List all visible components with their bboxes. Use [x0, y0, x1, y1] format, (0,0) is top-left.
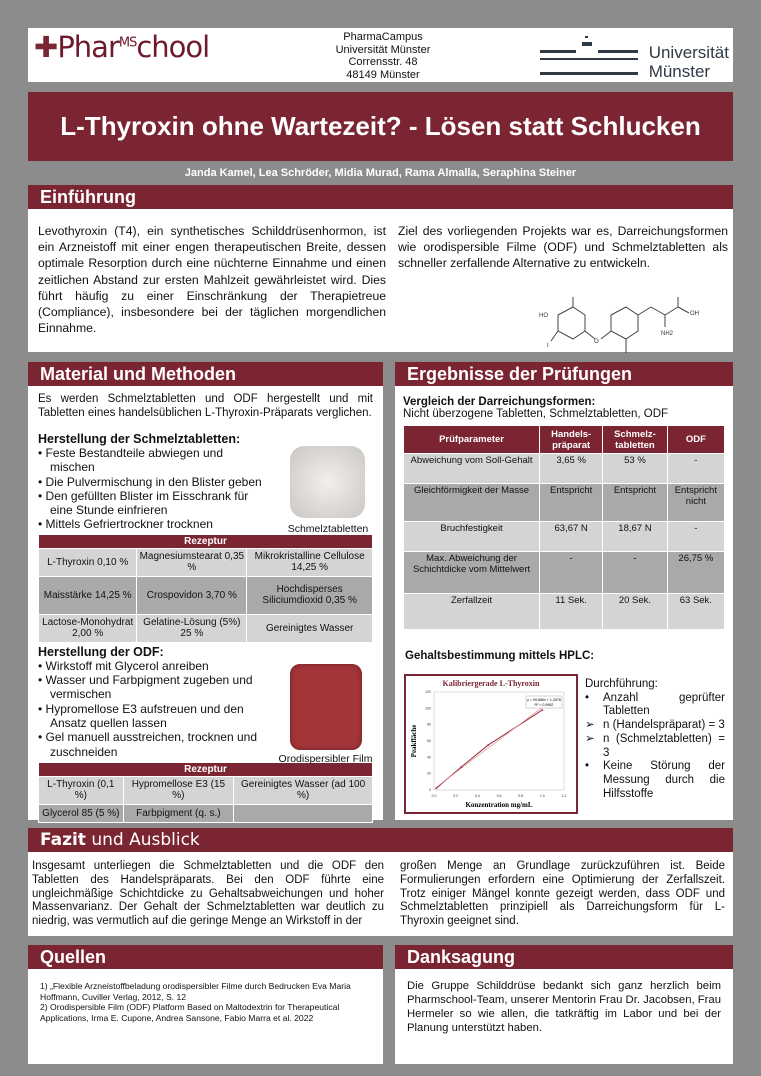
cell: - — [667, 454, 724, 484]
cell: Zerfallzeit — [404, 594, 540, 630]
x-tick-label: 1.2 — [561, 794, 567, 798]
methods-intro: Es werden Schmelztabletten und ODF hergestellt und mit Tabletten eines handelsüblichen L-Thyroxin-Präparats verglichen. — [38, 393, 373, 419]
section-sources — [28, 945, 383, 1064]
y-tick-label: 100 — [425, 706, 431, 711]
cell — [234, 804, 373, 822]
step-text: Feste Bestandteile abwiegen und mischen — [45, 446, 224, 475]
step: • Gel manuell ausstreichen, trocknen und zuschneiden — [38, 730, 257, 759]
cell: Gereinigtes Wasser — [247, 614, 373, 642]
heading-bold: Fazit — [40, 830, 86, 850]
logo-text-end: chool — [136, 30, 210, 64]
bullet: ➢ — [585, 719, 595, 732]
data-point — [460, 766, 462, 768]
table-row — [404, 454, 725, 484]
intro-right-text: Ziel des vorliegenden Projekts war es, Darreichungsformen wie orodispersible Filme (ODF) und Schmelztabletten als schneller zerfallende Alternative zu entwickeln. — [398, 224, 728, 271]
bullet: ➢ — [585, 732, 595, 745]
procedure-text: Keine Störung der Messung durch die Hilfsstoffe — [603, 760, 725, 800]
address — [318, 31, 448, 81]
address-line: Corrensstr. 48 — [348, 56, 418, 68]
cell: Gelatine-Lösung (5%) 25 % — [137, 614, 247, 642]
data-point — [487, 744, 489, 746]
cell: Magnesiumstearat 0,35 % — [137, 548, 247, 576]
address-line: 48149 Münster — [346, 68, 420, 81]
uni-line: Universität — [648, 43, 729, 62]
table-row — [404, 522, 725, 552]
odf-heading: Herstellung der ODF: — [38, 644, 164, 659]
procedure — [585, 678, 725, 801]
equation-text: y = 99,886x + 1,3978 — [527, 698, 561, 702]
cell: Farbpigment (q. s.) — [123, 804, 234, 822]
table-row — [404, 552, 725, 594]
thanks-text: Die Gruppe Schilddrüse bedankt sich ganz herzlich beim Pharmschool-Team, unserer Mentorin Frau Dr. Jacobsen, Frau Hermeler so wie allen, die tatkräftig im Labor und bei der Planung unterstützt haben. — [407, 980, 721, 1034]
step: • Den gefüllten Blister im Eisschrank für eine Stunde einfrieren — [38, 488, 249, 518]
cell: Entspricht — [603, 484, 668, 522]
section-heading — [28, 828, 733, 852]
logo-text: Phar — [57, 30, 119, 64]
step-text: Mittels Gefriertrockner trocknen — [45, 517, 213, 532]
tablet-heading: Herstellung der Schmelztabletten: — [38, 432, 241, 446]
odf-caption: Orodispersibler Film — [278, 753, 373, 765]
address-line: PharmaCampus — [343, 31, 423, 43]
address-line: Universität Münster — [335, 43, 431, 56]
section-thanks — [395, 945, 733, 1064]
results-table — [403, 425, 725, 630]
chart-title: Kalibriergerade L-Thyroxin — [442, 679, 540, 688]
x-tick-label: 0.0 — [431, 794, 437, 798]
col-header: ODF — [667, 426, 724, 454]
tablets-photo — [290, 446, 365, 518]
step: • Wirkstoff mit Glycerol anreiben — [38, 658, 209, 673]
section-heading: Einführung — [28, 185, 733, 209]
section-heading: Ergebnisse der Prüfungen — [395, 362, 733, 386]
procedure-item — [585, 692, 725, 719]
tablet-steps — [38, 446, 268, 532]
label-ho: HO — [539, 313, 548, 319]
step-text: Wirkstoff mit Glycerol anreiben — [45, 658, 209, 673]
pharmschool-logo: ✚Phar$^{MS}$chool — [34, 30, 210, 64]
step-text: Gel manuell ausstreichen, trocknen und zuschneiden — [45, 730, 257, 759]
step: • Feste Bestandteile abwiegen und mischen — [38, 446, 224, 475]
cell: 53 % — [603, 454, 668, 484]
x-tick-label: 0.6 — [496, 794, 502, 798]
cell: Gereinigtes Wasser (ad 100 %) — [234, 776, 373, 804]
y-axis-label: Peakfläche — [410, 724, 418, 758]
x-tick-label: 0.4 — [474, 794, 480, 798]
chart-frame — [405, 675, 577, 813]
cell: - — [667, 522, 724, 552]
label-nh2: NH2 — [661, 331, 674, 337]
y-tick-label: 120 — [425, 690, 431, 694]
cell: - — [603, 552, 668, 594]
section-heading: Material und Methoden — [28, 362, 383, 386]
procedure-text: n (Schmelztabletten) = 3 — [603, 732, 725, 759]
university-logo-mark — [540, 36, 640, 76]
tablets-caption: Schmelztabletten — [287, 523, 369, 535]
compare-heading: Vergleich der Darreichungsformen: — [403, 396, 596, 408]
tablet-recipe-table — [38, 534, 373, 643]
cell: Entspricht — [540, 484, 603, 522]
cell: Bruchfestigkeit — [404, 522, 540, 552]
cell: Mikrokristalline Cellulose 14,25 % — [247, 548, 373, 576]
cell: Crospovidon 3,70 % — [137, 576, 247, 614]
cell: 26,75 % — [667, 552, 724, 594]
label-o: O — [594, 339, 599, 345]
y-tick-label: 80 — [427, 722, 431, 727]
data-point — [541, 709, 543, 711]
section-heading: Danksagung — [395, 945, 733, 969]
procedure-item — [585, 733, 725, 760]
cell: Glycerol 85 (5 %) — [39, 804, 124, 822]
x-tick-label: 0.2 — [453, 794, 459, 798]
university-logo-text — [649, 43, 729, 81]
section-conclusion — [28, 828, 733, 936]
y-tick-label: 20 — [427, 771, 431, 776]
step: • Mittels Gefriertrockner trocknen — [38, 517, 213, 532]
cell: 11 Sek. — [540, 594, 603, 630]
section-results — [395, 362, 733, 820]
procedure-item — [585, 760, 725, 801]
compare-subtitle: Nicht überzogene Tabletten, Schmelztabletten, ODF — [403, 408, 669, 420]
step-text: Den gefüllten Blister im Eisschrank für eine Stunde einfrieren — [45, 488, 249, 518]
table-row — [404, 484, 725, 522]
x-axis-label: Konzentration mg/mL — [465, 801, 533, 809]
source-item: 1) „Flexible Arzneistoffbeladung orodispersibler Filme durch Bedrucken Eva Maria Hoffmann, Cuviller Verlag, 2012, S. 12 — [40, 981, 351, 1002]
step-text: Die Pulvermischung in den Blister geben — [45, 474, 262, 489]
bullet: • — [585, 691, 590, 704]
poster-title: L-Thyroxin ohne Wartezeit? - Lösen statt Schlucken — [28, 92, 733, 161]
col-header: Handels-präparat — [540, 426, 603, 454]
cell: Hochdisperses Siliciumdioxid 0,35 % — [247, 576, 373, 614]
cell: 3,65 % — [540, 454, 603, 484]
y-tick-label: 0 — [429, 788, 431, 792]
poster-header — [28, 28, 733, 82]
y-tick-label: 60 — [427, 739, 431, 743]
cell: Lactose-Monohydrat 2,00 % — [39, 614, 137, 642]
cell: Gleichförmigkeit der Masse — [404, 484, 540, 522]
col-header: Prüfparameter — [404, 426, 540, 454]
cell: L-Thyroxin 0,10 % — [39, 548, 137, 576]
calibration-chart — [404, 674, 578, 814]
conclusion-left: Insgesamt unterliegen die Schmelztabletten und die ODF den Tabletten des Handelspräparats. Bei den ODF führte eine ungleichmäßige Schichtdicke zu Gehaltsabweichungen und hoher Massenvarianz. Der Gehalt der Schmelztabletten war deutlich zu niedrig, was vermutlich auf die geringe Menge an Wirkstoff in der — [32, 860, 384, 928]
cell: 18,67 N — [603, 522, 668, 552]
cell: 63 Sek. — [667, 594, 724, 630]
step: • Wasser und Farbpigment zugeben und vermischen — [38, 673, 253, 702]
procedure-text: n (Handelspräparat) = 3 — [603, 719, 725, 732]
section-intro — [28, 185, 733, 352]
authors: Janda Kamel, Lea Schröder, Midia Murad, Rama Almalla, Seraphina Steiner — [184, 167, 577, 179]
x-tick-label: 1.0 — [539, 794, 545, 798]
step: • Hypromellose E3 aufstreuen und den Ansatz quellen lassen — [38, 701, 244, 730]
x-tick-label: 0.8 — [518, 794, 524, 798]
recipe-header: Rezeptur — [39, 762, 373, 776]
bullet: • — [585, 760, 590, 773]
cell: Entspricht nicht — [667, 484, 724, 522]
table-row — [404, 594, 725, 630]
section-heading: Quellen — [28, 945, 383, 969]
step-text: Wasser und Farbpigment zugeben und vermischen — [45, 673, 253, 702]
recipe-header: Rezeptur — [39, 534, 373, 548]
procedure-text: Anzahl geprüfter Tabletten — [603, 691, 725, 718]
y-tick-label: 40 — [427, 755, 431, 760]
cell: Abweichung vom Soll-Gehalt — [404, 454, 540, 484]
data-point — [435, 787, 437, 789]
odf-steps — [38, 659, 263, 759]
cell: - — [540, 552, 603, 594]
section-methods — [28, 362, 383, 820]
cell: 63,67 N — [540, 522, 603, 552]
intro-left-text: Levothyroxin (T4), ein synthetisches Schilddrüsenhormon, ist ein Arzneistoff mit einer engen therapeutischen Breite, dessen optimale Resorption durch eine nüchterne Einnahme und einen zeitlichen Abstand zur ersten Mahlzeit gewährleistet wird. Dies führt häufig zu einer Einschränkung der Therapietreue (Compliance), insbesondere bei der täglichen morgendlichen Einnahme. — [38, 224, 386, 336]
cell: 20 Sek. — [603, 594, 668, 630]
logo-sup: MS — [118, 35, 137, 51]
heading-rest: und Ausblick — [85, 830, 200, 850]
odf-recipe-table — [38, 762, 373, 823]
hplc-heading: Gehaltsbestimmung mittels HPLC: — [405, 650, 595, 662]
step: • Die Pulvermischung in den Blister geben — [38, 474, 262, 489]
source-item: 2) Orodispersible Film (ODF) Platform Based on Maltodextrin for Therapeutical Applications, Irma E. Cupone, Andrea Sansone, Fabio Marra et al. 2022 — [40, 1002, 340, 1023]
cell: L-Thyroxin (0,1 %) — [39, 776, 124, 804]
odf-photo — [290, 664, 362, 750]
cell: Hypromellose E3 (15 %) — [123, 776, 234, 804]
col-header: Schmelz-tabletten — [603, 426, 668, 454]
cell: Max. Abweichung der Schichtdicke vom Mittelwert — [404, 552, 540, 594]
r2-text: R² = 0,9962 — [534, 703, 554, 707]
conclusion-right: großen Menge an Grundlage zurückzuführen ist. Beide Formulierungen erfordern eine Optimierung der Zerfallszeit. Trotz einiger Mängel konnte gezeigt werden, dass ODF und Schmelztabletten prinzipiell als Darreichungsform für L-Thyroxin geeignet sind. — [400, 860, 725, 928]
procedure-label: Durchführung: — [585, 678, 658, 690]
step-text: Hypromellose E3 aufstreuen und den Ansatz quellen lassen — [45, 701, 244, 730]
procedure-item — [585, 719, 725, 733]
label-i: I — [547, 343, 549, 349]
cell: Maisstärke 14,25 % — [39, 576, 137, 614]
uni-line: Münster — [648, 62, 711, 81]
label-oh: OH — [690, 311, 699, 317]
